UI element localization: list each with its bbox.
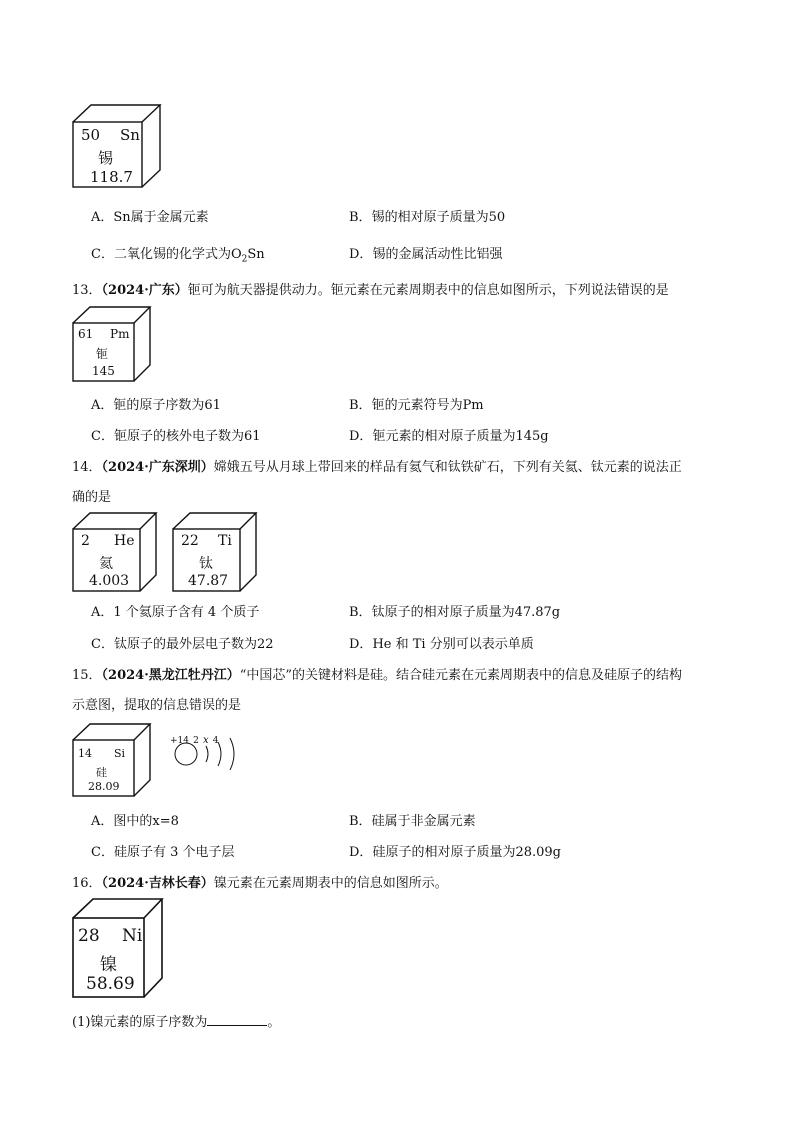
element-symbol: He xyxy=(114,533,135,549)
option-c: C．钛原子的最外层电子数为22 xyxy=(91,637,274,652)
element-name: 钛 xyxy=(199,556,213,572)
option-c: C．钷原子的核外电子数为61 xyxy=(91,429,261,444)
atomic-mass: 145 xyxy=(92,364,115,378)
option-a: A．图中的x=8 xyxy=(91,814,179,829)
atom-structure-diagram xyxy=(170,732,260,776)
atomic-mass: 118.7 xyxy=(90,168,133,186)
atomic-mass: 58.69 xyxy=(86,974,135,994)
question-15-stem: 15．（2024·黑龙江牡丹江）“中国芯”的关键材料是硅。结合硅元素在元素周期表中的信息及硅原子的结构 xyxy=(72,668,683,683)
element-card-pm xyxy=(72,306,152,382)
answer-blank[interactable] xyxy=(207,1013,267,1026)
atomic-mass: 4.003 xyxy=(89,573,130,589)
atomic-number: 22 xyxy=(181,533,199,549)
element-name: 氦 xyxy=(99,556,113,572)
element-symbol: Ti xyxy=(218,533,232,549)
shell-2-electrons: x xyxy=(203,735,209,746)
element-card-sn xyxy=(72,104,162,188)
element-symbol: Pm xyxy=(110,327,130,341)
sub-question-1: (1)镍元素的原子序数为 。 xyxy=(72,1015,281,1030)
option-a: A．1 个氦原子含有 4 个质子 xyxy=(91,605,260,620)
element-card-ti xyxy=(172,512,258,592)
shell-3-electrons: 4 xyxy=(212,736,219,746)
element-symbol: Sn xyxy=(120,126,140,144)
atomic-number: 28 xyxy=(78,926,100,946)
element-name: 钷 xyxy=(96,347,109,361)
question-14-stem: 14．（2024·广东深圳）嫦娥五号从月球上带回来的样品有氦气和钛铁矿石，下列有关氦、钛元素的说法正 xyxy=(72,460,682,475)
question-13-stem: 13．（2024·广东）钷可为航天器提供动力。钷元素在元素周期表中的信息如图所示，下列说法错误的是 xyxy=(72,283,669,298)
option-b: B．钛原子的相对原子质量为47.87g xyxy=(349,605,561,620)
question-14-stem-cont: 确的是 xyxy=(72,490,112,505)
atomic-number: 61 xyxy=(78,327,94,341)
option-b: B．锡的相对原子质量为50 xyxy=(349,210,506,225)
atomic-number: 14 xyxy=(78,747,92,760)
atomic-number: 2 xyxy=(81,533,90,549)
option-c: C．硅原子有 3 个电子层 xyxy=(91,845,235,860)
question-15-stem-cont: 示意图，提取的信息错误的是 xyxy=(72,698,242,713)
atom-shells xyxy=(170,732,260,776)
nucleus-charge: +14 xyxy=(170,736,189,746)
option-d: D．硅原子的相对原子质量为28.09g xyxy=(349,845,561,860)
option-a: A．钷的原子序数为61 xyxy=(91,398,221,413)
element-name: 硅 xyxy=(96,766,107,779)
element-name: 镍 xyxy=(100,955,117,975)
option-d: D．锡的金属活动性比铝强 xyxy=(349,247,503,262)
question-16-stem: 16．（2024·吉林长春）镍元素在元素周期表中的信息如图所示。 xyxy=(72,876,448,891)
atomic-mass: 28.09 xyxy=(88,780,120,793)
option-b: B．硅属于非金属元素 xyxy=(349,814,476,829)
option-c: C．二氧化锡的化学式为$O_2Sn$ xyxy=(91,247,265,265)
element-card-si xyxy=(72,723,152,797)
atomic-mass: 47.87 xyxy=(188,573,229,589)
option-d: D．钷元素的相对原子质量为145g xyxy=(349,429,549,444)
atomic-number: 50 xyxy=(81,126,101,144)
shell-1-electrons: 2 xyxy=(193,736,199,746)
option-a: A．Sn属于金属元素 xyxy=(91,210,209,225)
option-d: D．He 和 Ti 分别可以表示单质 xyxy=(349,637,534,652)
element-symbol: Si xyxy=(114,747,126,760)
element-symbol: Ni xyxy=(122,926,143,946)
element-name: 锡 xyxy=(98,149,114,167)
element-card-ni xyxy=(72,898,164,998)
element-card-he xyxy=(72,512,158,592)
option-b: B．钷的元素符号为Pm xyxy=(349,398,484,413)
